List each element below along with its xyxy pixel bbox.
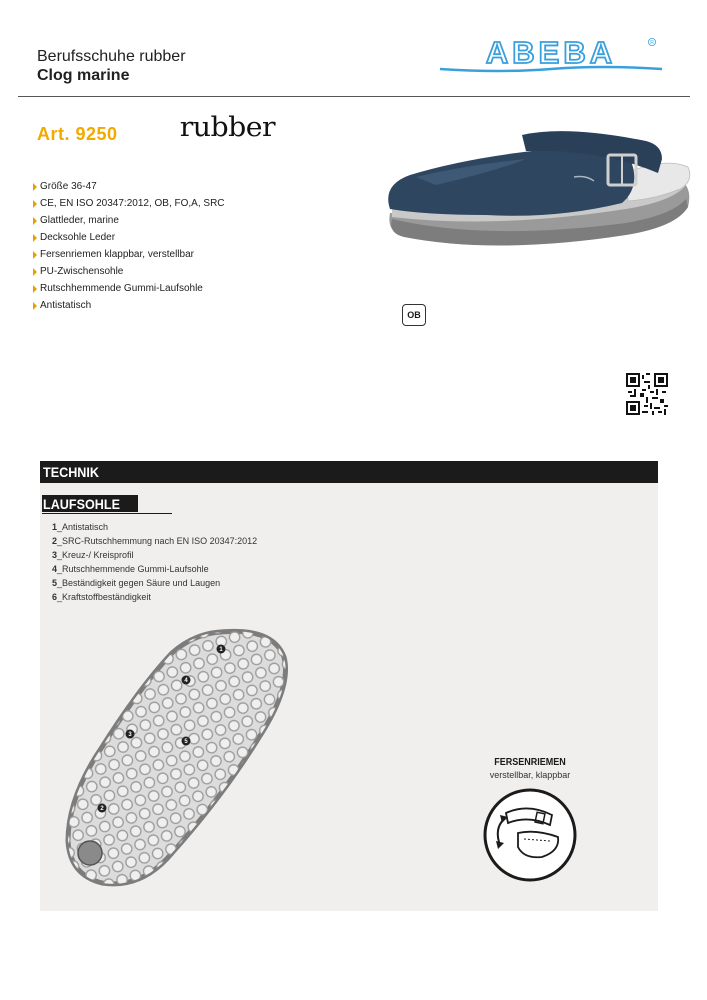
product-line: Berufsschuhe rubber xyxy=(37,48,186,65)
feature-item: Größe 36-47 xyxy=(33,178,225,195)
bullet-arrow-icon xyxy=(33,217,37,225)
product-name: Clog marine xyxy=(37,67,130,84)
heel-strap-title: FERSENRIEMEN xyxy=(494,757,566,768)
sole-feature-item: 5_Beständigkeit gegen Säure und Laugen xyxy=(52,578,221,588)
feature-item: Rutschhemmende Gummi-Laufsohle xyxy=(33,280,225,297)
bullet-arrow-icon xyxy=(33,251,37,259)
sole-feature-item: 3_Kreuz-/ Kreisprofil xyxy=(52,550,134,560)
technik-header-bar xyxy=(40,461,658,483)
laufsohle-underline xyxy=(42,513,172,514)
bullet-arrow-icon xyxy=(33,302,37,310)
bullet-arrow-icon xyxy=(33,183,37,191)
svg-text:4: 4 xyxy=(184,678,188,684)
bullet-arrow-icon xyxy=(33,234,37,242)
feature-list xyxy=(33,178,225,314)
sole-feature-item: 6_Kraftstoffbeständigkeit xyxy=(52,592,151,602)
header-divider xyxy=(18,96,690,97)
feature-item: PU-Zwischensohle xyxy=(33,263,225,280)
svg-text:1: 1 xyxy=(219,647,223,653)
sole-feature-list xyxy=(52,520,257,604)
sole-feature-item: 4_Rutschhemmende Gummi-Laufsohle xyxy=(52,564,209,574)
svg-text:2: 2 xyxy=(100,806,104,812)
article-number: Art. 9250 xyxy=(37,124,118,144)
brand-logo xyxy=(440,34,662,74)
qr-code xyxy=(626,373,668,415)
svg-text:5: 5 xyxy=(184,739,188,745)
feature-item: CE, EN ISO 20347:2012, OB, FO,A, SRC xyxy=(33,195,225,212)
laufsohle-title: LAUFSOHLE xyxy=(43,496,121,512)
feature-item: Decksohle Leder xyxy=(33,229,225,246)
safety-class-badge: OB xyxy=(402,304,426,326)
brand-logo-text: ABEBA xyxy=(485,35,617,70)
feature-item: Fersenriemen klappbar, verstellbar xyxy=(33,246,225,263)
bullet-arrow-icon xyxy=(33,268,37,276)
svg-text:R: R xyxy=(650,40,654,46)
svg-text:3: 3 xyxy=(128,732,132,738)
series-mark: rubber xyxy=(179,112,276,143)
outsole-drawing xyxy=(62,627,298,891)
product-image-clog xyxy=(376,115,694,265)
feature-item: Glattleder, marine xyxy=(33,212,225,229)
bullet-arrow-icon xyxy=(33,285,37,293)
heel-strap-subtitle: verstellbar, klappbar xyxy=(489,770,571,780)
sole-feature-item: 2_SRC-Rutschhemmung nach EN ISO 20347:2012 xyxy=(52,536,258,546)
technik-title: TECHNIK xyxy=(43,464,100,480)
sole-feature-item: 1_Antistatisch xyxy=(52,522,109,532)
heel-strap-icon xyxy=(480,785,580,885)
feature-item: Antistatisch xyxy=(33,297,225,314)
bullet-arrow-icon xyxy=(33,200,37,208)
